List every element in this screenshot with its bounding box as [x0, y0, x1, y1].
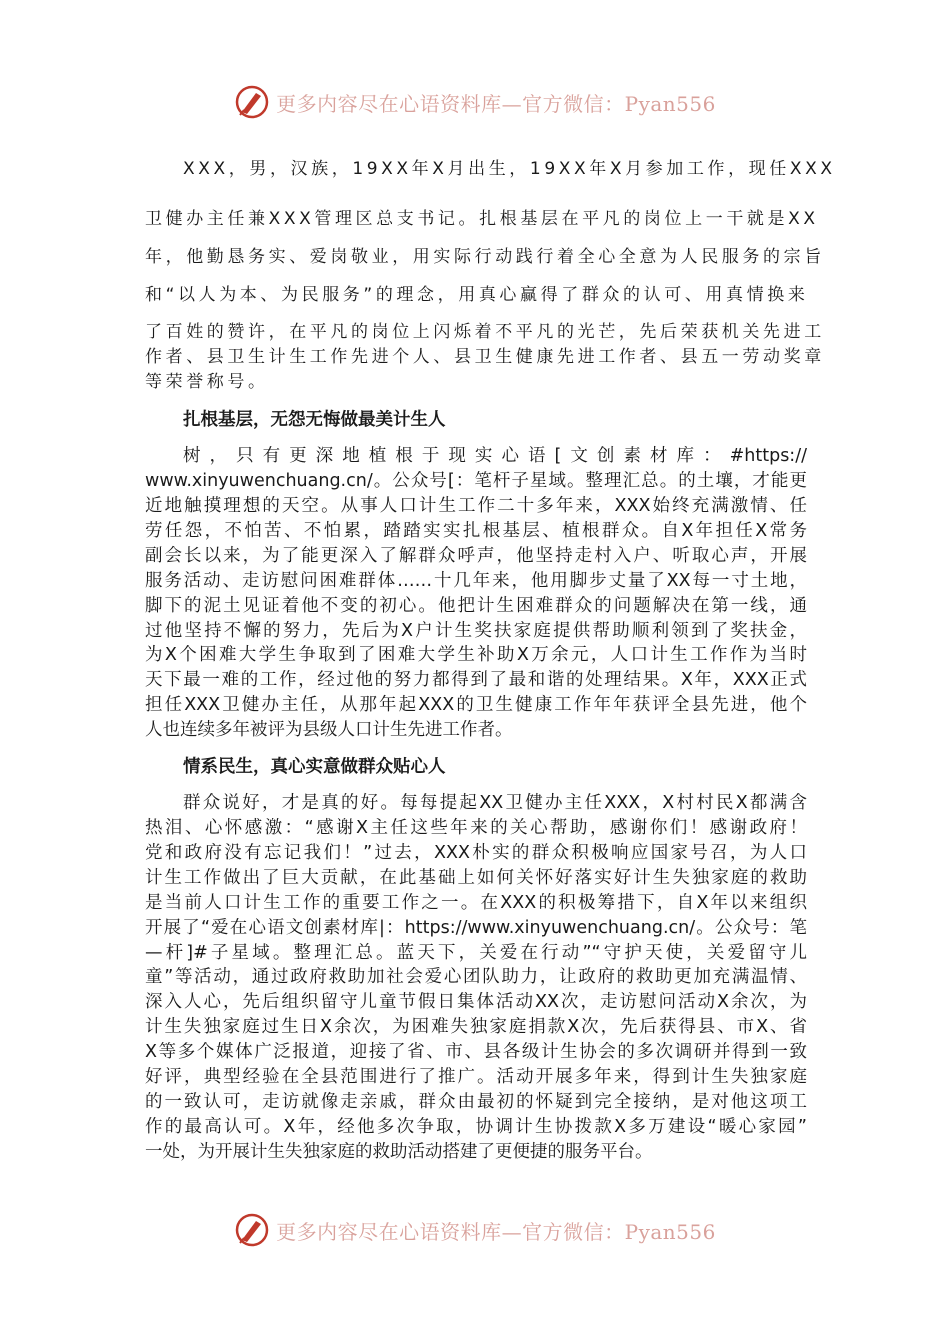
paragraph-line: 深入人心，先后组织留守儿童节假日集体活动XX次，走访慰问活动X余次，为 — [145, 992, 807, 1012]
paragraph-line: 服务活动、走访慰问困难群体……十几年来，他用脚步丈量了XX每一寸土地， — [145, 571, 807, 591]
intro-line: 了百姓的赞许，在平凡的岗位上闪烁着不平凡的光芒，先后荣获机关先进工 — [145, 322, 825, 342]
paragraph-line: 近地触摸理想的天空。从事人口计生工作二十多年来，XXX始终充满激情、任 — [145, 496, 807, 516]
paragraph-line: —杆]#子星域。整理汇总。蓝天下，关爱在行动”“守护天使，关爱留守儿 — [145, 943, 807, 963]
section-heading: 扎根基层，无怨无悔做最美计生人 — [183, 410, 446, 430]
paragraph-line: 的一致认可，走访就像走亲戚，群众由最初的怀疑到完全接纳，是对他这项工 — [145, 1092, 807, 1112]
section-heading: 情系民生，真心实意做群众贴心人 — [183, 757, 446, 777]
intro-line: 和“以人为本、为民服务”的理念，用真心赢得了群众的认可、用真情换来 — [145, 285, 809, 305]
footer-banner — [0, 1210, 950, 1250]
paragraph-line: 童”等活动，通过政府救助加社会爱心团队助力，让政府的救助更加充满温情、 — [145, 967, 807, 987]
paragraph-line: X等多个媒体广泛报道，迎接了省、市、县各级计生协会的多次调研并得到一致 — [145, 1042, 807, 1062]
paragraph-line: 人也连续多年被评为县级人口计生先进工作者。 — [145, 720, 513, 740]
paragraph-line: 脚下的泥土见证着他不变的初心。他把计生困难群众的问题解决在第一线，通 — [145, 596, 807, 616]
paragraph-line: 为X个困难大学生争取到了困难大学生补助X万余元，人口计生工作作为当时 — [145, 645, 807, 665]
intro-line: 年，他勤恳务实、爱岗敬业，用实际行动践行着全心全意为人民服务的宗旨 — [145, 247, 825, 267]
pen-feather-logo-icon — [234, 84, 270, 120]
intro-line: 等荣誉称号。 — [145, 372, 269, 392]
paragraph-line: 一处，为开展计生失独家庭的救助活动搭建了更便捷的服务平台。 — [145, 1142, 653, 1162]
header-banner — [0, 82, 950, 122]
banner-text: 更多内容尽在心语资料库—官方微信：Pyan556 — [276, 1219, 716, 1244]
paragraph-line: 天下最一难的工作，经过他的努力都得到了最和谐的处理结果。X年，XXX正式 — [145, 670, 807, 690]
paragraph-line: 是当前人口计生工作的重要工作之一。在XXX的积极筹措下，自X年以来组织 — [145, 893, 807, 913]
paragraph-line: 作的最高认可。X年，经他多次争取，协调计生协拨款X多万建设“暖心家园” — [145, 1117, 807, 1137]
paragraph-line: 热泪、心怀感激：“感谢X主任这些年来的关心帮助，感谢你们！感谢政府！ — [145, 818, 807, 838]
paragraph-line: 好评，典型经验在全县范围进行了推广。活动开展多年来，得到计生失独家庭 — [145, 1067, 807, 1087]
paragraph-line: 计生失独家庭过生日X余次，为困难失独家庭捐款X次，先后获得县、市X、省 — [145, 1017, 807, 1037]
paragraph-line: 党和政府没有忘记我们！”过去，XXX朴实的群众积极响应国家号召，为人口 — [145, 843, 807, 863]
intro-line: XXX，男，汉族，19XX年X月出生，19XX年X月参加工作，现任XXX — [183, 159, 836, 179]
paragraph-line: 群众说好，才是真的好。每每提起XX卫健办主任XXX，X村村民X都满含 — [183, 793, 807, 813]
paragraph-line: 劳任怨，不怕苦、不怕累，踏踏实实扎根基层、植根群众。自X年担任X常务 — [145, 521, 807, 541]
paragraph-line: 树，只有更深地植根于现实心语[文创素材库：#https:// — [183, 446, 807, 466]
banner-text: 更多内容尽在心语资料库—官方微信：Pyan556 — [276, 91, 716, 116]
intro-line: 卫健办主任兼XXX管理区总支书记。扎根基层在平凡的岗位上一干就是XX — [145, 209, 819, 229]
paragraph-line: www.xinyuwenchuang.cn/。公众号[：笔杆子星域。整理汇总。的土壤，才能更 — [145, 471, 807, 491]
paragraph-line: 副会长以来，为了能更深入了解群众呼声，他坚持走村入户、听取心声，开展 — [145, 546, 807, 566]
paragraph-line: 过他坚持不懈的努力，先后为X户计生奖扶家庭提供帮助顺利领到了奖扶金， — [145, 621, 807, 641]
intro-line: 作者、县卫生计生工作先进个人、县卫生健康先进工作者、县五一劳动奖章 — [145, 347, 825, 367]
paragraph-line: 计生工作做出了巨大贡献，在此基础上如何关怀好落实好计生失独家庭的救助 — [145, 868, 807, 888]
paragraph-line: 担任XXX卫健办主任，从那年起XXX的卫生健康工作年年获评全县先进，他个 — [145, 695, 807, 715]
paragraph-line: 开展了“爱在心语文创素材库|：https://www.xinyuwenchuang.cn/。公众号：笔 — [145, 918, 807, 938]
pen-feather-logo-icon — [234, 1212, 270, 1248]
